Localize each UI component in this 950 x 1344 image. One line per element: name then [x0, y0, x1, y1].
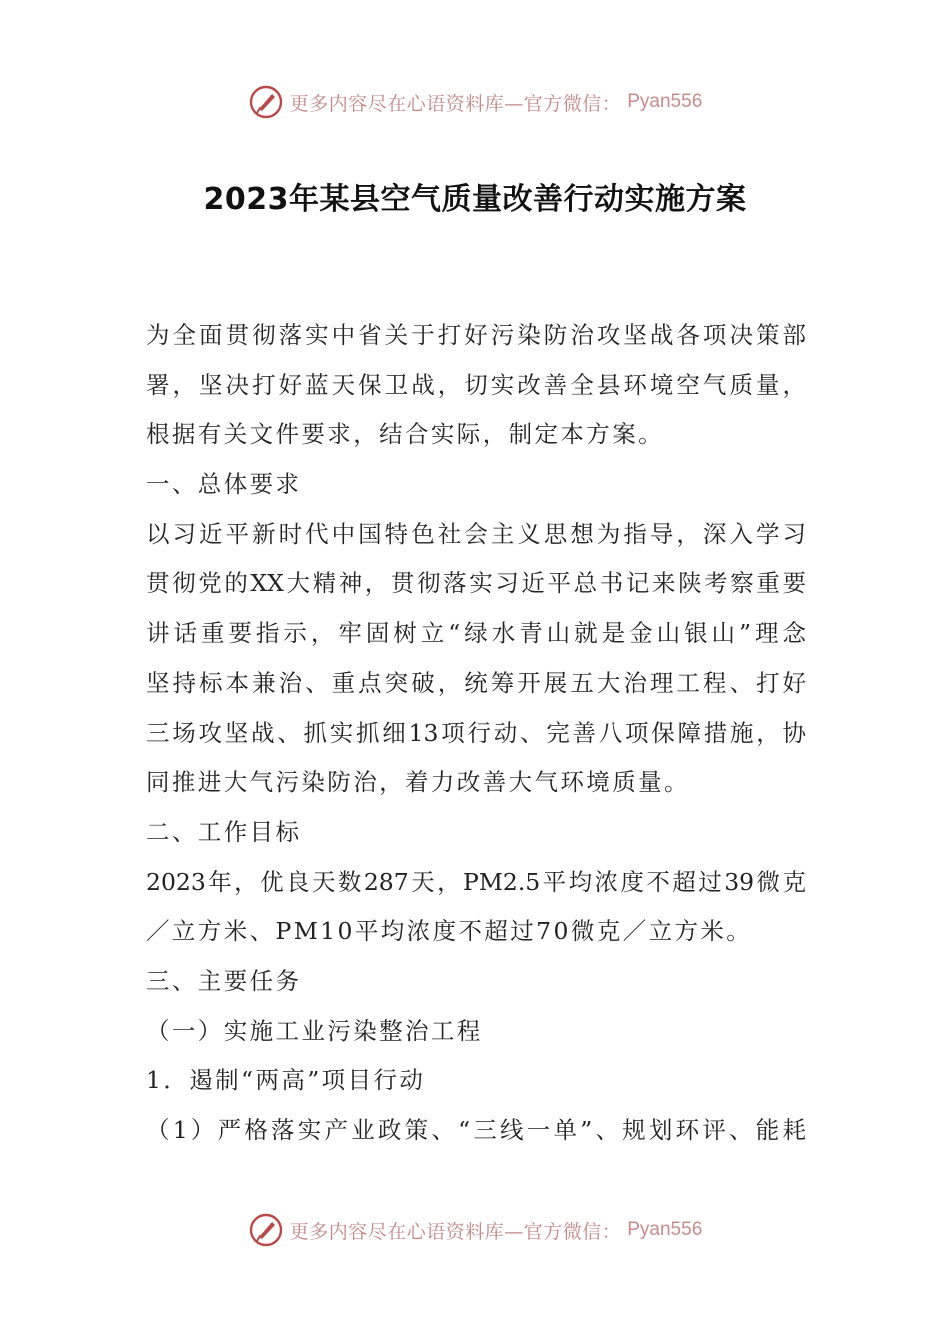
text-line: 一、总体要求 [146, 470, 302, 499]
text-line: 为全面贯彻落实中省关于打好污染防治攻坚战各项决策部 [146, 321, 806, 349]
quill-pen-logo-icon [248, 84, 284, 120]
text-line: 1．遏制“两高”项目行动 [146, 1066, 426, 1095]
text-line: 署，坚决打好蓝天保卫战，切实改善全县环境空气质量， [146, 370, 806, 399]
watermark-wechat-id: Pyan556 [627, 91, 703, 112]
header-watermark [0, 84, 950, 120]
text-line: 二、工作目标 [146, 817, 302, 846]
text-line: 贯彻党的XX大精神，贯彻落实习近平总书记来陕考察重要 [146, 569, 806, 598]
text-line: 三场攻坚战、抓实抓细13项行动、完善八项保障措施，协 [146, 718, 806, 747]
text-line: 2023年，优良天数287天，PM2.5平均浓度不超过39微克 [146, 867, 806, 896]
document-body [146, 311, 806, 1156]
text-line: 以习近平新时代中国特色社会主义思想为指导，深入学习 [146, 519, 806, 548]
document-title: 2023年某县空气质量改善行动实施方案 [203, 182, 747, 217]
text-line: 同推进大气污染防治，着力改善大气环境质量。 [146, 768, 690, 797]
watermark-text: 更多内容尽在心语资料库—官方微信： [289, 92, 622, 115]
quill-pen-logo-icon [248, 1212, 284, 1248]
text-line: ／立方米、PM10平均浓度不超过70微克／立方米。 [146, 917, 753, 946]
text-line: 三、主要任务 [146, 966, 302, 995]
watermark-wechat-id: Pyan556 [627, 1219, 703, 1240]
text-line: 根据有关文件要求，结合实际，制定本方案。 [146, 420, 664, 449]
watermark-text: 更多内容尽在心语资料库—官方微信： [289, 1220, 622, 1243]
footer-watermark [0, 1212, 950, 1248]
text-line: 坚持标本兼治、重点突破，统筹开展五大治理工程、打好 [146, 668, 806, 697]
text-line: （一）实施工业污染整治工程 [146, 1016, 483, 1045]
text-line: 讲话重要指示，牢固树立“绿水青山就是金山银山”理念 [146, 619, 806, 648]
text-line: （1）严格落实产业政策、“三线一单”、规划环评、能耗 [146, 1116, 806, 1144]
